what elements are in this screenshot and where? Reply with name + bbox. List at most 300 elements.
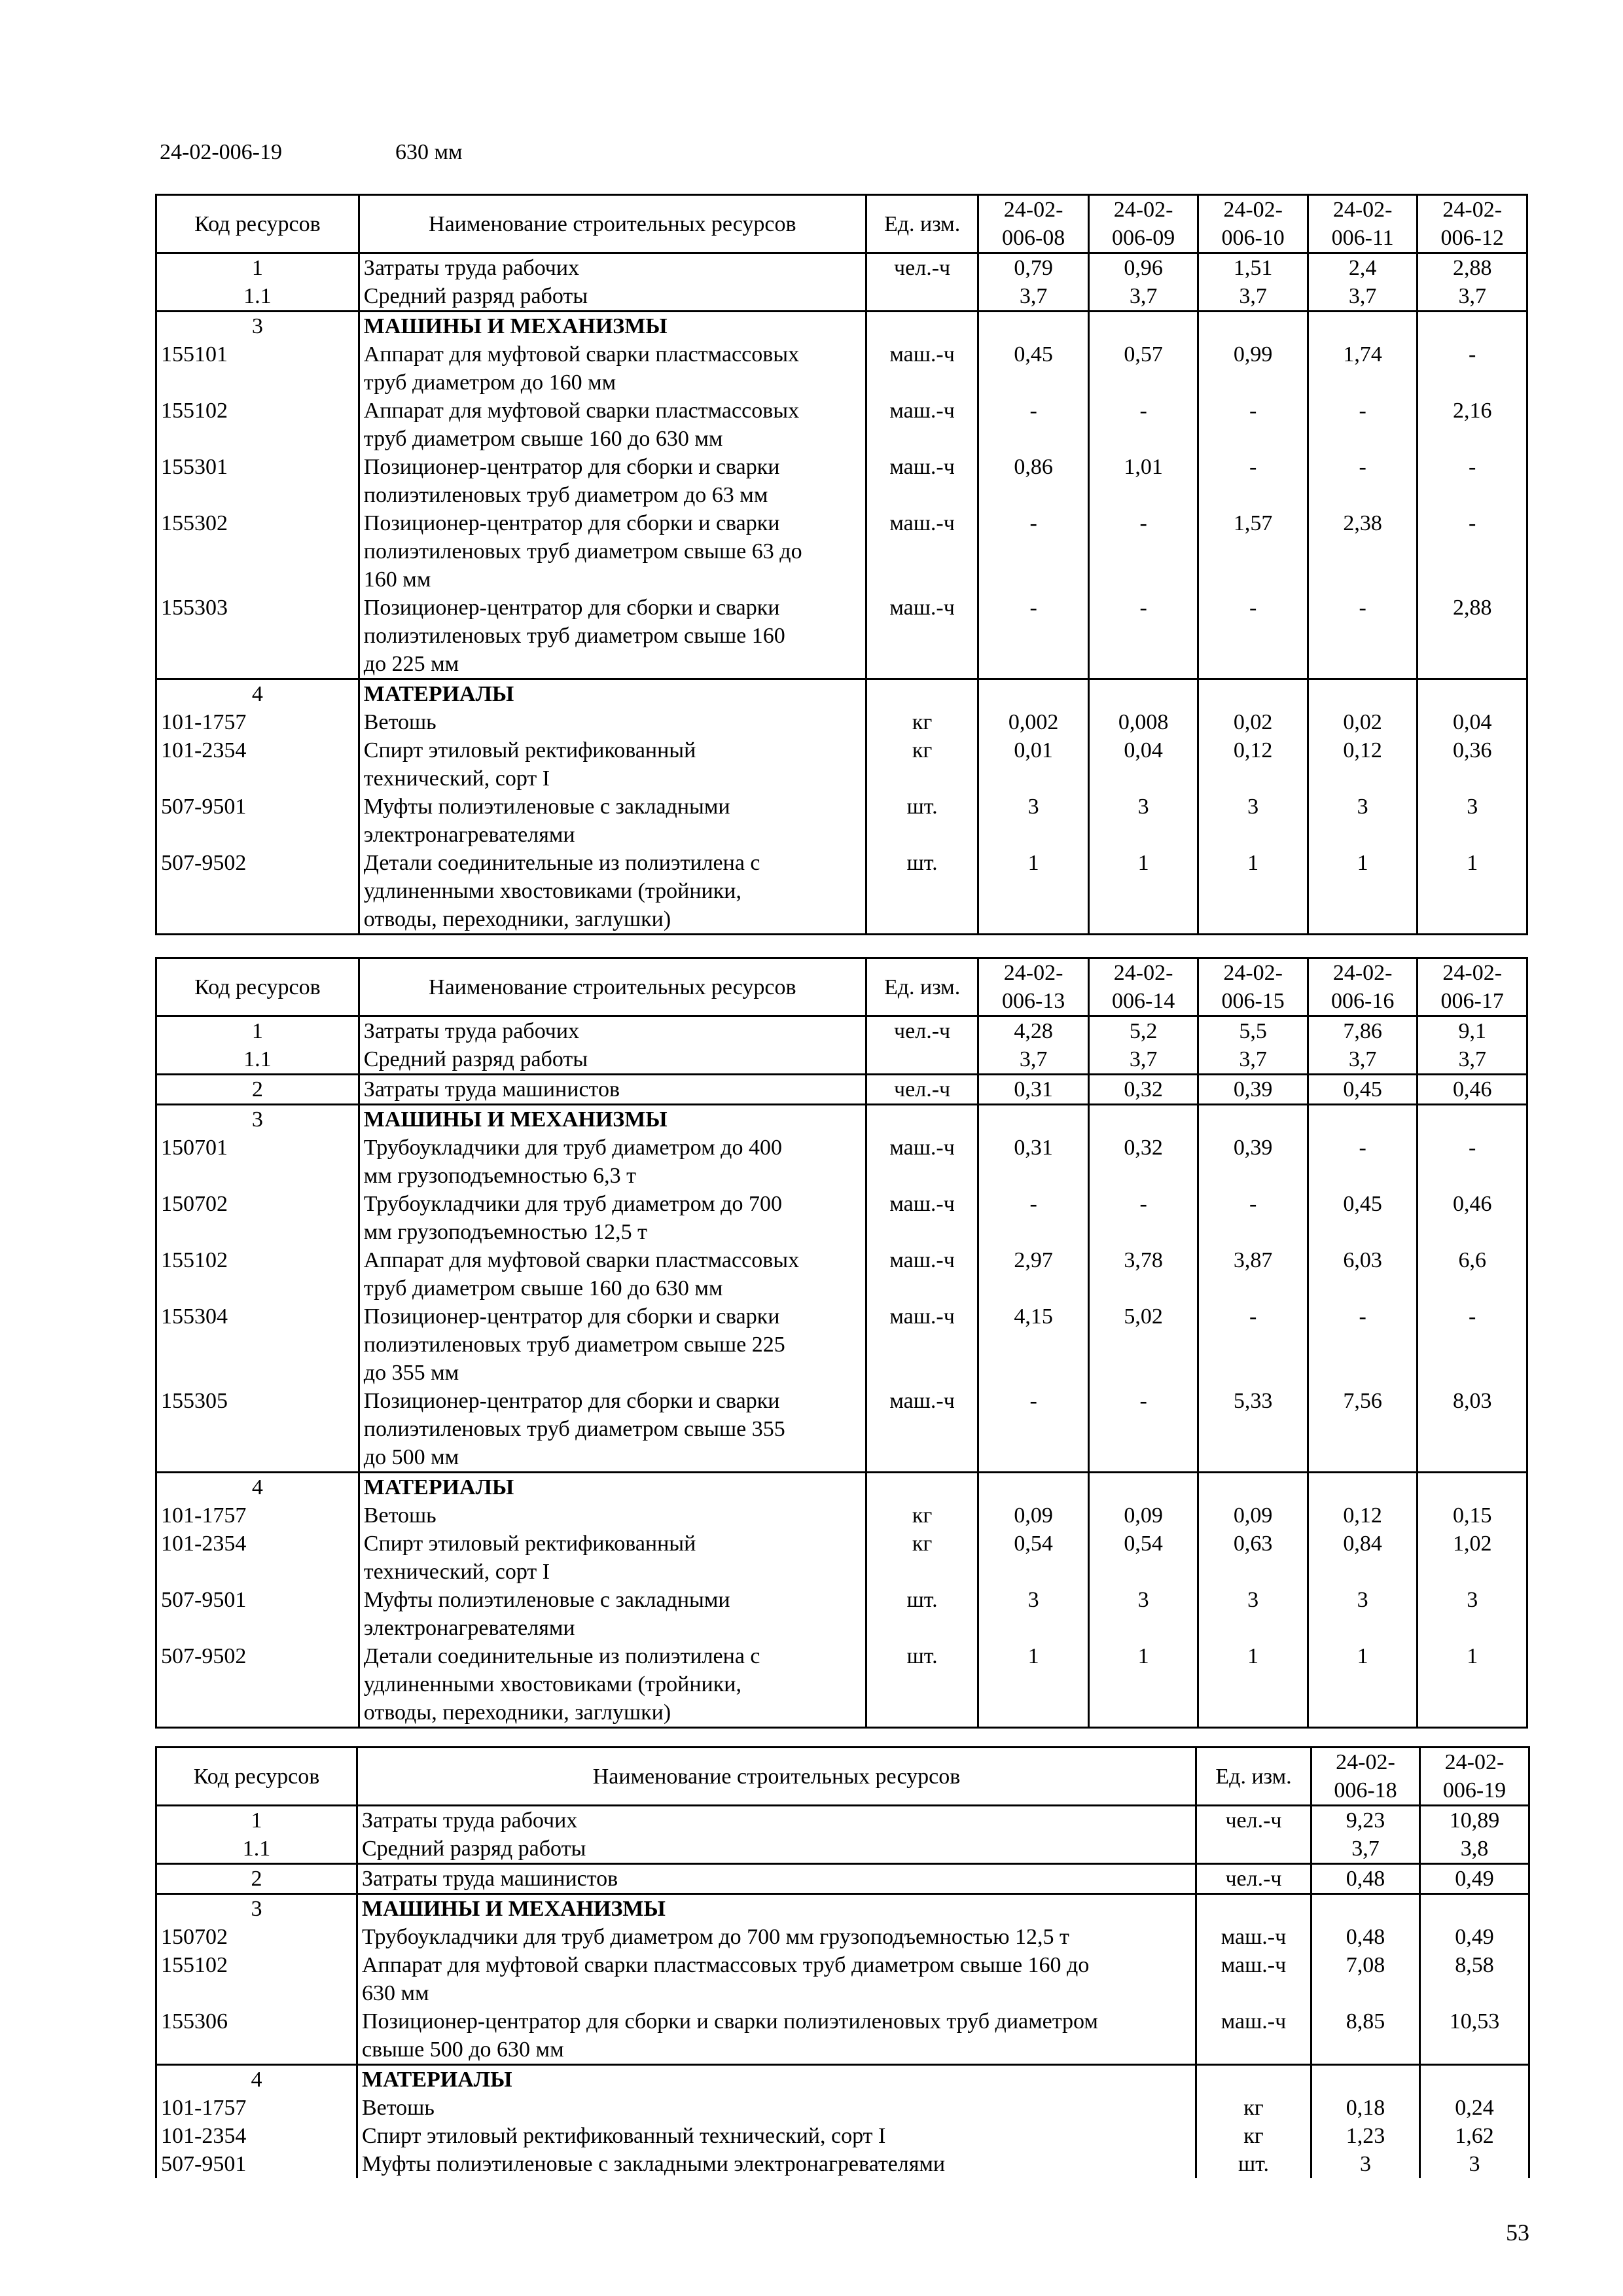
resource-code: 155301 bbox=[156, 453, 359, 509]
value-cell: 3 bbox=[1198, 1586, 1308, 1642]
resource-name bbox=[359, 397, 866, 453]
resource-name bbox=[359, 1473, 866, 1502]
norm-code-line: 24-02- bbox=[1332, 198, 1393, 222]
resource-name-line: полиэтиленовых труб диаметром свыше 355 bbox=[363, 1417, 785, 1441]
value-cell bbox=[1198, 679, 1308, 709]
col-header-unit: Ед. изм. bbox=[866, 195, 978, 253]
resource-name-line: полиэтиленовых труб диаметром свыше 160 bbox=[363, 624, 785, 648]
resource-code: 101-1757 bbox=[156, 708, 359, 736]
value-cell: - bbox=[1308, 1302, 1418, 1387]
table-header bbox=[156, 958, 1527, 1016]
value-cell: 0,39 bbox=[1198, 1075, 1308, 1105]
value-cell bbox=[1088, 312, 1198, 341]
value-cell: 0,02 bbox=[1198, 708, 1308, 736]
resource-name-line: Затраты труда машинистов bbox=[363, 1077, 620, 1102]
norm-code-line: 006-14 bbox=[1111, 989, 1175, 1013]
resource-name bbox=[359, 736, 866, 793]
resource-name-line: полиэтиленовых труб диаметром свыше 63 до bbox=[363, 539, 802, 564]
unit-cell: кг bbox=[1196, 2094, 1311, 2122]
norm-code-line: 006-10 bbox=[1221, 226, 1285, 250]
table-row bbox=[156, 1473, 1527, 1502]
table-row bbox=[156, 1105, 1527, 1134]
resource-name bbox=[359, 793, 866, 849]
value-cell: 1 bbox=[978, 849, 1089, 935]
unit-cell: маш.-ч bbox=[866, 397, 978, 453]
resource-name-line: свыше 500 до 630 мм bbox=[362, 2037, 564, 2062]
value-cell: 0,48 bbox=[1311, 1923, 1420, 1951]
unit-cell: маш.-ч bbox=[866, 1302, 978, 1387]
resource-name bbox=[359, 1387, 866, 1473]
unit-cell: чел.-ч bbox=[866, 253, 978, 283]
unit-cell: маш.-ч bbox=[866, 1134, 978, 1190]
resource-name-line: Затраты труда рабочих bbox=[363, 1019, 580, 1043]
table-row bbox=[156, 1894, 1529, 1924]
table-row bbox=[156, 1586, 1527, 1642]
value-cell: 0,45 bbox=[1308, 1075, 1418, 1105]
value-cell: 0,12 bbox=[1198, 736, 1308, 793]
value-cell: 0,36 bbox=[1418, 736, 1527, 793]
resource-name-line: удлиненными хвостовиками (тройники, bbox=[363, 1672, 741, 1696]
table-row bbox=[156, 736, 1527, 793]
value-cell: 1 bbox=[978, 1642, 1089, 1728]
value-cell: 0,45 bbox=[1308, 1190, 1418, 1246]
value-cell: 5,2 bbox=[1088, 1016, 1198, 1046]
unit-cell: шт. bbox=[866, 849, 978, 935]
value-cell: 8,85 bbox=[1311, 2007, 1420, 2065]
col-header-norm bbox=[978, 958, 1089, 1016]
resource-code: 507-9501 bbox=[156, 2150, 357, 2178]
table-row bbox=[156, 1864, 1529, 1894]
value-cell: 0,99 bbox=[1198, 340, 1308, 397]
table-row bbox=[156, 340, 1527, 397]
norm-code-line: 006-18 bbox=[1334, 1778, 1397, 1803]
unit-cell: кг bbox=[866, 736, 978, 793]
resource-name bbox=[359, 1045, 866, 1075]
resource-name-line: электронагревателями bbox=[363, 823, 575, 847]
value-cell bbox=[1198, 1105, 1308, 1134]
resource-name-line: Позиционер-центратор для сборки и сварки bbox=[363, 511, 780, 535]
resource-name-line: Аппарат для муфтовой сварки пластмассовых bbox=[363, 399, 800, 423]
value-cell: - bbox=[1308, 1134, 1418, 1190]
resource-name bbox=[359, 340, 866, 397]
value-cell: 2,38 bbox=[1308, 509, 1418, 594]
value-cell: - bbox=[978, 1190, 1089, 1246]
value-cell: 1,01 bbox=[1088, 453, 1198, 509]
table-row bbox=[156, 679, 1527, 709]
value-cell bbox=[978, 1105, 1089, 1134]
value-cell: 0,84 bbox=[1308, 1530, 1418, 1586]
resource-name-line: МАШИНЫ И МЕХАНИЗМЫ bbox=[362, 1897, 666, 1921]
value-cell bbox=[1088, 1473, 1198, 1502]
norm-code-line: 006-15 bbox=[1221, 989, 1285, 1013]
table-row bbox=[156, 2094, 1529, 2122]
value-cell: - bbox=[1418, 1302, 1527, 1387]
resource-code: 150702 bbox=[156, 1923, 357, 1951]
value-cell: - bbox=[1308, 594, 1418, 679]
value-cell bbox=[1418, 1473, 1527, 1502]
resource-code: 1.1 bbox=[156, 1835, 357, 1864]
value-cell: 0,01 bbox=[978, 736, 1089, 793]
table-row bbox=[156, 282, 1527, 312]
resource-name-line: полиэтиленовых труб диаметром до 63 мм bbox=[363, 483, 768, 507]
resource-code: 507-9501 bbox=[156, 793, 359, 849]
norm-code-line: 24-02- bbox=[1332, 961, 1393, 985]
value-cell: 0,02 bbox=[1308, 708, 1418, 736]
value-cell: 1 bbox=[1418, 1642, 1527, 1728]
value-cell: 0,79 bbox=[978, 253, 1089, 283]
resource-name-line: мм грузоподъемностью 6,3 т bbox=[363, 1164, 637, 1188]
resource-code: 3 bbox=[156, 1105, 359, 1134]
resource-name bbox=[357, 1894, 1196, 1924]
col-header-norm bbox=[1308, 195, 1418, 253]
table-row bbox=[156, 397, 1527, 453]
table-row bbox=[156, 1045, 1527, 1075]
col-header-norm bbox=[1198, 195, 1308, 253]
value-cell bbox=[1420, 2065, 1529, 2094]
resource-code: 101-2354 bbox=[156, 1530, 359, 1586]
header-row bbox=[156, 958, 1527, 1016]
resource-name-line: технический, сорт I bbox=[363, 1560, 550, 1584]
value-cell: 2,88 bbox=[1418, 253, 1527, 283]
table-row bbox=[156, 1642, 1527, 1728]
value-cell bbox=[1418, 312, 1527, 341]
value-cell: 1 bbox=[1088, 1642, 1198, 1728]
value-cell: 0,49 bbox=[1420, 1923, 1529, 1951]
resource-code: 1.1 bbox=[156, 282, 359, 312]
value-cell bbox=[1420, 1894, 1529, 1924]
value-cell: 7,86 bbox=[1308, 1016, 1418, 1046]
norm-code-line: 006-11 bbox=[1331, 226, 1394, 250]
norm-code-line: 006-17 bbox=[1440, 989, 1504, 1013]
unit-cell: чел.-ч bbox=[1196, 1806, 1311, 1835]
resource-code: 101-2354 bbox=[156, 2122, 357, 2150]
value-cell: 6,6 bbox=[1418, 1246, 1527, 1302]
resource-name-line: труб диаметром свыше 160 до 630 мм bbox=[363, 1276, 723, 1300]
resource-name bbox=[357, 1835, 1196, 1864]
table-row bbox=[156, 1835, 1529, 1864]
resource-table-2 bbox=[155, 957, 1528, 1729]
value-cell bbox=[1308, 1105, 1418, 1134]
unit-cell: шт. bbox=[866, 1586, 978, 1642]
resource-code: 155304 bbox=[156, 1302, 359, 1387]
value-cell: 0,86 bbox=[978, 453, 1089, 509]
table-row bbox=[156, 312, 1527, 341]
value-cell: - bbox=[1198, 1190, 1308, 1246]
resource-name-line: Трубоукладчики для труб диаметром до 700 bbox=[363, 1192, 782, 1216]
resource-code: 155305 bbox=[156, 1387, 359, 1473]
resource-name-line: Спирт этиловый ректификованный bbox=[363, 1532, 696, 1556]
resource-name bbox=[357, 2150, 1196, 2178]
table-row bbox=[156, 1501, 1527, 1530]
norm-code-line: 24-02- bbox=[1336, 1750, 1395, 1774]
table-row bbox=[156, 2065, 1529, 2094]
col-header-name: Наименование строительных ресурсов bbox=[357, 1748, 1196, 1806]
resource-name bbox=[359, 1302, 866, 1387]
value-cell: 0,12 bbox=[1308, 736, 1418, 793]
norm-code-line: 24-02- bbox=[1113, 198, 1173, 222]
value-cell bbox=[1308, 1473, 1418, 1502]
table-row bbox=[156, 1075, 1527, 1105]
resource-code: 3 bbox=[156, 1894, 357, 1924]
table-row bbox=[156, 509, 1527, 594]
value-cell: 0,12 bbox=[1308, 1501, 1418, 1530]
resource-name-line: Ветошь bbox=[363, 1503, 437, 1528]
resource-table-3 bbox=[155, 1746, 1530, 2178]
value-cell: - bbox=[978, 397, 1089, 453]
value-cell: - bbox=[978, 594, 1089, 679]
norm-code-line: 24-02- bbox=[1223, 961, 1283, 985]
value-cell: 9,1 bbox=[1418, 1016, 1527, 1046]
value-cell: 10,53 bbox=[1420, 2007, 1529, 2065]
col-header-code: Код ресурсов bbox=[156, 1748, 357, 1806]
value-cell: 3 bbox=[1088, 793, 1198, 849]
resource-name bbox=[359, 679, 866, 709]
unit-cell bbox=[1196, 2065, 1311, 2094]
resource-name bbox=[357, 1806, 1196, 1835]
table-row bbox=[156, 793, 1527, 849]
norm-code-line: 006-13 bbox=[1001, 989, 1065, 1013]
table-row bbox=[156, 1923, 1529, 1951]
norm-code-line: 24-02- bbox=[1442, 198, 1503, 222]
resource-name bbox=[359, 1016, 866, 1046]
norm-code-line: 006-09 bbox=[1111, 226, 1175, 250]
table-row bbox=[156, 1387, 1527, 1473]
value-cell: - bbox=[1418, 453, 1527, 509]
col-header-code: Код ресурсов bbox=[156, 958, 359, 1016]
unit-cell: кг bbox=[866, 1530, 978, 1586]
norm-code-line: 24-02- bbox=[1444, 1750, 1505, 1774]
value-cell: 1 bbox=[1198, 849, 1308, 935]
value-cell: 1,62 bbox=[1420, 2122, 1529, 2150]
value-cell: 1,23 bbox=[1311, 2122, 1420, 2150]
value-cell: - bbox=[1418, 509, 1527, 594]
col-header-norm bbox=[1308, 958, 1418, 1016]
value-cell: 0,09 bbox=[978, 1501, 1089, 1530]
value-cell: 0,32 bbox=[1088, 1075, 1198, 1105]
value-cell: - bbox=[978, 509, 1089, 594]
value-cell bbox=[978, 312, 1089, 341]
resource-name bbox=[359, 453, 866, 509]
col-header-norm bbox=[1418, 958, 1527, 1016]
resource-name-line: Средний разряд работы bbox=[362, 1837, 586, 1861]
norm-code-line: 006-08 bbox=[1001, 226, 1065, 250]
unit-cell bbox=[866, 679, 978, 709]
resource-name-line: 630 мм bbox=[362, 1981, 429, 2005]
value-cell: 0,18 bbox=[1311, 2094, 1420, 2122]
value-cell: 0,31 bbox=[978, 1075, 1089, 1105]
resource-code: 2 bbox=[156, 1075, 359, 1105]
value-cell: 8,03 bbox=[1418, 1387, 1527, 1473]
value-cell: 2,16 bbox=[1418, 397, 1527, 453]
value-cell: 0,15 bbox=[1418, 1501, 1527, 1530]
norm-code-line: 006-16 bbox=[1331, 989, 1395, 1013]
norm-code-line: 006-19 bbox=[1442, 1778, 1507, 1803]
value-cell: - bbox=[1198, 594, 1308, 679]
value-cell bbox=[1418, 1105, 1527, 1134]
value-cell: 0,54 bbox=[1088, 1530, 1198, 1586]
resource-name bbox=[359, 1105, 866, 1134]
resource-code: 2 bbox=[156, 1864, 357, 1894]
unit-cell: кг bbox=[1196, 2122, 1311, 2150]
value-cell: 1,74 bbox=[1308, 340, 1418, 397]
resource-name-line: Позиционер-центратор для сборки и сварки bbox=[363, 1304, 780, 1329]
pipe-diameter: 630 мм bbox=[395, 140, 463, 164]
resource-name bbox=[359, 282, 866, 312]
unit-cell bbox=[866, 1473, 978, 1502]
unit-cell: маш.-ч bbox=[866, 1387, 978, 1473]
value-cell: 5,33 bbox=[1198, 1387, 1308, 1473]
unit-cell: шт. bbox=[866, 793, 978, 849]
resource-name bbox=[359, 312, 866, 341]
resource-name-line: Средний разряд работы bbox=[363, 1047, 588, 1071]
resource-code: 4 bbox=[156, 1473, 359, 1502]
value-cell: 0,48 bbox=[1311, 1864, 1420, 1894]
value-cell: - bbox=[1418, 1134, 1527, 1190]
value-cell: 0,31 bbox=[978, 1134, 1089, 1190]
table-row bbox=[156, 849, 1527, 935]
resource-code: 507-9502 bbox=[156, 1642, 359, 1728]
unit-cell: маш.-ч bbox=[866, 1190, 978, 1246]
resource-name-line: Трубоукладчики для труб диаметром до 700 мм грузоподъемностью 12,5 т bbox=[362, 1925, 1069, 1949]
col-header-code: Код ресурсов bbox=[156, 195, 359, 253]
value-cell: 3,7 bbox=[1418, 282, 1527, 312]
resource-name bbox=[359, 1642, 866, 1728]
resource-name-line: Ветошь bbox=[363, 710, 437, 734]
value-cell: 3,7 bbox=[1198, 282, 1308, 312]
value-cell: 9,23 bbox=[1311, 1806, 1420, 1835]
resource-name bbox=[359, 849, 866, 935]
resource-name-line: Ветошь bbox=[362, 2096, 435, 2120]
resource-code: 155102 bbox=[156, 1951, 357, 2007]
resource-name bbox=[357, 2122, 1196, 2150]
value-cell: 3,7 bbox=[1088, 282, 1198, 312]
resource-code: 155306 bbox=[156, 2007, 357, 2065]
resource-code: 101-1757 bbox=[156, 1501, 359, 1530]
value-cell bbox=[1311, 1894, 1420, 1924]
resource-name bbox=[357, 2094, 1196, 2122]
value-cell: 3 bbox=[978, 1586, 1089, 1642]
resource-name bbox=[359, 1190, 866, 1246]
resource-name-line: Позиционер-центратор для сборки и сварки bbox=[363, 1389, 780, 1413]
value-cell: 0,32 bbox=[1088, 1134, 1198, 1190]
table-row bbox=[156, 1190, 1527, 1246]
resource-code: 1.1 bbox=[156, 1045, 359, 1075]
value-cell: 0,57 bbox=[1088, 340, 1198, 397]
resource-name-line: Аппарат для муфтовой сварки пластмассовых bbox=[363, 342, 800, 367]
resource-code: 155303 bbox=[156, 594, 359, 679]
resource-name-line: до 225 мм bbox=[363, 652, 459, 676]
unit-cell bbox=[866, 1105, 978, 1134]
value-cell bbox=[1311, 2065, 1420, 2094]
unit-cell: маш.-ч bbox=[1196, 1951, 1311, 2007]
value-cell: 4,28 bbox=[978, 1016, 1089, 1046]
table-row bbox=[156, 253, 1527, 283]
value-cell: 0,09 bbox=[1088, 1501, 1198, 1530]
table-row bbox=[156, 2122, 1529, 2150]
value-cell: 1,57 bbox=[1198, 509, 1308, 594]
norm-code-line: 24-02- bbox=[1442, 961, 1503, 985]
col-header-norm bbox=[1418, 195, 1527, 253]
value-cell: - bbox=[1088, 509, 1198, 594]
value-cell: 3 bbox=[1308, 1586, 1418, 1642]
value-cell: 0,24 bbox=[1420, 2094, 1529, 2122]
value-cell bbox=[1418, 679, 1527, 709]
resource-name bbox=[357, 1864, 1196, 1894]
value-cell: 2,97 bbox=[978, 1246, 1089, 1302]
unit-cell: чел.-ч bbox=[1196, 1864, 1311, 1894]
resource-name-line: Трубоукладчики для труб диаметром до 400 bbox=[363, 1136, 782, 1160]
unit-cell bbox=[866, 1045, 978, 1075]
resource-name bbox=[359, 594, 866, 679]
unit-cell: маш.-ч bbox=[866, 453, 978, 509]
resource-name-line: Позиционер-центратор для сборки и сварки bbox=[363, 596, 780, 620]
value-cell bbox=[1088, 679, 1198, 709]
col-header-name: Наименование строительных ресурсов bbox=[359, 958, 866, 1016]
table-row bbox=[156, 1134, 1527, 1190]
value-cell: 1 bbox=[1308, 849, 1418, 935]
value-cell: 8,58 bbox=[1420, 1951, 1529, 2007]
norm-code-line: 24-02- bbox=[1003, 198, 1063, 222]
resource-name-line: Муфты полиэтиленовые с закладными bbox=[363, 1588, 730, 1612]
resource-name-line: Спирт этиловый ректификованный технический, сорт I bbox=[362, 2124, 886, 2148]
table-row bbox=[156, 1951, 1529, 2007]
value-cell: 10,89 bbox=[1420, 1806, 1529, 1835]
resource-name-line: МАТЕРИАЛЫ bbox=[362, 2068, 512, 2092]
value-cell: - bbox=[978, 1387, 1089, 1473]
value-cell: - bbox=[1088, 397, 1198, 453]
value-cell: - bbox=[1198, 397, 1308, 453]
resource-name bbox=[359, 253, 866, 283]
value-cell: 0,45 bbox=[978, 340, 1089, 397]
table-header bbox=[156, 1748, 1529, 1806]
value-cell: - bbox=[1308, 453, 1418, 509]
unit-cell bbox=[866, 282, 978, 312]
resource-name-line: МАШИНЫ И МЕХАНИЗМЫ bbox=[363, 314, 668, 338]
value-cell: - bbox=[1088, 594, 1198, 679]
header-row bbox=[156, 195, 1527, 253]
unit-cell: маш.-ч bbox=[1196, 1923, 1311, 1951]
value-cell: 7,08 bbox=[1311, 1951, 1420, 2007]
resource-name-line: Аппарат для муфтовой сварки пластмассовых bbox=[363, 1248, 800, 1272]
resource-name-line: Затраты труда машинистов bbox=[362, 1867, 618, 1891]
value-cell: 3,8 bbox=[1420, 1835, 1529, 1864]
resource-name-line: Муфты полиэтиленовые с закладными bbox=[363, 795, 730, 819]
table-body bbox=[156, 1806, 1529, 2179]
value-cell bbox=[978, 679, 1089, 709]
table-body bbox=[156, 253, 1527, 935]
resource-name-line: МАТЕРИАЛЫ bbox=[363, 682, 514, 706]
table-row bbox=[156, 1530, 1527, 1586]
norm-code-line: 24-02- bbox=[1113, 961, 1173, 985]
col-header-unit: Ед. изм. bbox=[1196, 1748, 1311, 1806]
value-cell: 0,008 bbox=[1088, 708, 1198, 736]
unit-cell: кг bbox=[866, 708, 978, 736]
resource-name bbox=[357, 2065, 1196, 2094]
resource-name-line: МАТЕРИАЛЫ bbox=[363, 1475, 514, 1499]
value-cell: 1,51 bbox=[1198, 253, 1308, 283]
value-cell: 3 bbox=[1420, 2150, 1529, 2178]
resource-code: 150701 bbox=[156, 1134, 359, 1190]
resource-name bbox=[359, 1075, 866, 1105]
value-cell bbox=[1088, 1105, 1198, 1134]
table-row bbox=[156, 708, 1527, 736]
resource-name-line: Муфты полиэтиленовые с закладными электронагревателями bbox=[362, 2152, 946, 2176]
value-cell bbox=[978, 1473, 1089, 1502]
value-cell: 0,39 bbox=[1198, 1134, 1308, 1190]
unit-cell bbox=[1196, 1835, 1311, 1864]
resource-name-line: МАШИНЫ И МЕХАНИЗМЫ bbox=[363, 1107, 668, 1132]
value-cell: 1,02 bbox=[1418, 1530, 1527, 1586]
